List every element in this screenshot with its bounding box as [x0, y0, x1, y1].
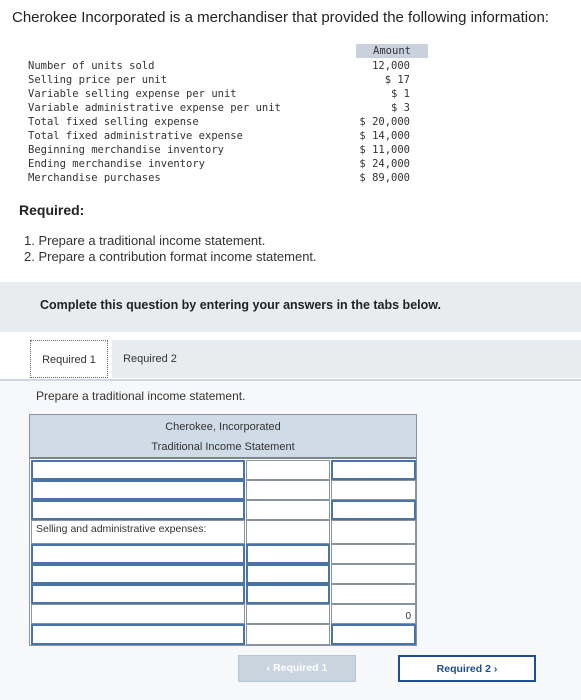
line-label-input[interactable] [31, 480, 245, 500]
data-row [28, 87, 428, 101]
data-row-label: Number of units sold [28, 60, 155, 72]
line-amount-input[interactable] [246, 584, 330, 604]
data-row-label: Selling price per unit [28, 74, 168, 86]
line-amount-input[interactable] [246, 480, 330, 500]
line-amount-input[interactable] [246, 624, 330, 645]
data-row-value: $ 24,000 [359, 158, 410, 170]
data-row [28, 73, 428, 87]
line-total-input[interactable] [331, 480, 416, 500]
line-amount-input[interactable] [246, 520, 330, 544]
section-label-row [31, 520, 245, 544]
line-label-cell [31, 604, 245, 624]
tab-required-2[interactable]: Required 2 [112, 340, 188, 378]
data-row [28, 143, 428, 157]
line-label-input[interactable] [31, 500, 245, 520]
line-amount-input[interactable] [246, 604, 330, 624]
tab-instruction: Prepare a traditional income statement. [36, 389, 246, 403]
data-row-value: $ 1 [391, 88, 410, 100]
data-row-label: Ending merchandise inventory [28, 158, 206, 170]
data-row-label: Total fixed administrative expense [28, 130, 243, 142]
data-row-value: $ 3 [391, 102, 410, 114]
data-row [28, 157, 428, 171]
chevron-left-icon: ‹ [266, 662, 271, 674]
prev-button-label: Required 1 [273, 662, 328, 674]
line-amount-input[interactable] [246, 544, 330, 564]
section-label: Selling and administrative expenses: [36, 523, 207, 535]
data-row-value: 12,000 [372, 60, 410, 72]
data-row-label: Beginning merchandise inventory [28, 144, 224, 156]
next-button-label: Required 2 [436, 663, 491, 675]
income-statement [29, 414, 417, 646]
line-total-input[interactable] [331, 544, 416, 564]
line-label-input[interactable] [31, 544, 245, 564]
total-value-cell [331, 604, 416, 624]
line-total-input[interactable] [331, 624, 416, 645]
line-amount-input[interactable] [246, 500, 330, 520]
data-row [28, 129, 428, 143]
line-amount-input[interactable] [246, 564, 330, 584]
line-total-input[interactable] [331, 500, 416, 520]
tab-strip [188, 340, 581, 378]
statement-title: Traditional Income Statement [151, 441, 295, 453]
required-item: 2. Prepare a contribution format income statement. [24, 249, 317, 264]
question-title: Cherokee Incorporated is a merchandiser that provided the following information: [12, 9, 549, 26]
data-row [28, 59, 428, 73]
data-row [28, 115, 428, 129]
statement-divider [30, 457, 416, 459]
data-row-label: Merchandise purchases [28, 172, 161, 184]
next-required-button[interactable] [398, 655, 536, 682]
prev-required-button[interactable] [238, 655, 356, 682]
tab-required-1[interactable]: Required 1 [30, 340, 108, 378]
complete-instructions: Complete this question by entering your answers in the tabs below. [40, 298, 441, 312]
data-row [28, 171, 428, 185]
line-label-input[interactable] [31, 584, 245, 604]
chevron-right-icon: › [493, 663, 498, 675]
statement-header [30, 415, 416, 457]
amount-column-header: Amount [356, 44, 428, 58]
line-label-input[interactable] [31, 460, 245, 480]
data-row-value: $ 20,000 [359, 116, 410, 128]
line-total-input[interactable] [331, 584, 416, 604]
data-row-value: $ 17 [384, 74, 410, 86]
line-label-input[interactable] [31, 564, 245, 584]
data-row-label: Variable administrative expense per unit [28, 102, 281, 114]
required-heading: Required: [19, 202, 85, 218]
required-item: 1. Prepare a traditional income statement. [24, 233, 266, 248]
total-value: 0 [405, 611, 411, 622]
line-amount-input[interactable] [246, 460, 330, 480]
data-row-label: Total fixed selling expense [28, 116, 199, 128]
line-label-input[interactable] [31, 624, 245, 645]
data-row-value: $ 89,000 [359, 172, 410, 184]
data-row-value: $ 11,000 [359, 144, 410, 156]
line-total-input[interactable] [331, 520, 416, 544]
data-row-value: $ 14,000 [359, 130, 410, 142]
data-row-label: Variable selling expense per unit [28, 88, 237, 100]
statement-company: Cherokee, Incorporated [165, 421, 281, 433]
data-row [28, 101, 428, 115]
line-total-input[interactable] [331, 460, 416, 480]
line-total-input[interactable] [331, 564, 416, 584]
